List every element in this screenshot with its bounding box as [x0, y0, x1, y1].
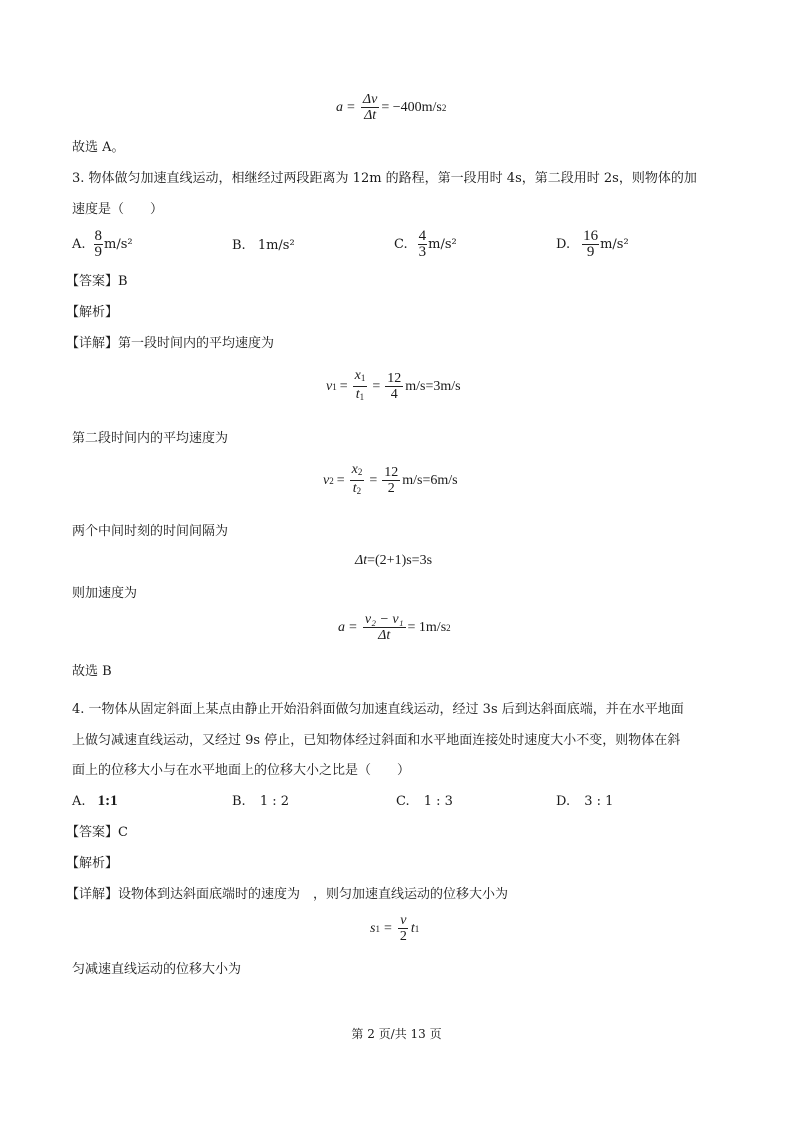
- q4-option-d: [556, 793, 613, 811]
- eq-rest: m/s=3m/s: [405, 378, 461, 394]
- option-fraction: [582, 229, 599, 260]
- eq-num: x: [351, 462, 358, 477]
- eq-den: t: [352, 481, 357, 496]
- eq-num: 12: [387, 371, 402, 386]
- option-fraction: [94, 229, 104, 260]
- eq-den-sub: 1: [359, 392, 365, 402]
- eq-num: v₂ − v₁: [364, 612, 404, 627]
- eq-lhs-sub: 1: [375, 923, 380, 934]
- equation-v2: v 2 = $\frac{x_2}{t_2}$ = $\frac{12}{2}$ m/s=6m/s: [323, 462, 458, 499]
- q3-option-c: [394, 229, 457, 260]
- conclusion-a: 故选 A。: [72, 140, 125, 155]
- q4-detail: 【详解】设物体到达斜面底端时的速度为 ，则匀加速直线运动的位移大小为: [66, 887, 509, 902]
- q3-option-d: [556, 229, 629, 260]
- option-unit: m/s²: [600, 236, 629, 252]
- option-fraction-den: 9: [586, 244, 595, 260]
- option-label: C.: [396, 794, 410, 809]
- eq-fraction: [363, 612, 406, 643]
- eq-fraction: [361, 92, 379, 123]
- q3-conclusion: 故选 B: [72, 664, 112, 679]
- eq-den: 2: [399, 929, 407, 944]
- option-label: A.: [72, 794, 86, 809]
- eq-fraction-numeric: [382, 465, 400, 496]
- option-label: B.: [232, 238, 246, 253]
- q3-text-accel: 则加速度为: [72, 586, 138, 601]
- eq-num: v: [400, 913, 407, 928]
- eq-lhs: v: [323, 472, 330, 488]
- eq-lhs: Δt: [355, 553, 368, 568]
- eq-fraction-num: Δv: [362, 92, 378, 107]
- eq-rest: = 1m/s: [407, 619, 447, 635]
- eq-lhs-sub: 2: [329, 475, 334, 486]
- eq-fraction-x-t: [350, 462, 365, 499]
- q3-detail: 【详解】第一段时间内的平均速度为: [66, 336, 275, 351]
- q3-option-b: [232, 237, 295, 255]
- eq-rest: =(2+1)s=3s: [367, 553, 433, 568]
- eq-fraction-x-t: [353, 368, 368, 405]
- eq-fraction-numeric: [385, 371, 403, 402]
- q3-text-interval: 两个中间时刻的时间间隔为: [72, 524, 229, 539]
- q4-option-c: [396, 793, 453, 811]
- equation-accel: a = $\frac{\text{v₂ − v₁}}{\Delta t}$ = 1m/s 2: [338, 612, 451, 643]
- eq-num-sub: 1: [360, 373, 366, 383]
- option-fraction-num: 16: [583, 228, 599, 244]
- option-fraction-den: 3: [418, 244, 427, 260]
- eq-lhs-sub: 1: [332, 381, 337, 392]
- q4-stem-line1: 4. 一物体从固定斜面上某点由静止开始沿斜面做匀加速直线运动，经过 3s 后到达斜面底端，并在水平地面: [72, 702, 684, 717]
- option-text: 1 : 3: [423, 794, 453, 809]
- eq-lhs: a: [336, 99, 343, 115]
- option-label: A.: [72, 236, 86, 252]
- option-label: C.: [394, 236, 408, 252]
- eq-fraction: [398, 913, 409, 944]
- q4-stem-line2: 上做匀减速直线运动，又经过 9s 停止，已知物体经过斜面和水平地面连接处时速度大小不变，则物体在斜: [72, 733, 681, 748]
- option-unit: m/s²: [104, 236, 133, 252]
- eq-den: t: [355, 387, 360, 402]
- eq-rhs-sup: 2: [441, 102, 447, 113]
- eq-den: 2: [387, 481, 395, 496]
- option-text: 1m/s²: [257, 238, 295, 253]
- equation-v1: v 1 = $\frac{x_1}{t_1}$ = $\frac{12}{4}$ m/s=3m/s: [326, 368, 461, 405]
- q3-text-second-segment: 第二段时间内的平均速度为: [72, 431, 229, 446]
- option-text: 1 : 2: [259, 794, 290, 809]
- option-label: D.: [556, 236, 571, 252]
- eq-num: 12: [384, 465, 399, 480]
- eq-rest-sub: 1: [414, 923, 420, 934]
- q4-option-a: [72, 792, 118, 811]
- q3-answer: 【答案】B: [66, 274, 128, 289]
- eq-fraction-den: Δt: [364, 108, 377, 123]
- q3-stem-line1: 3. 物体做匀加速直线运动，相继经过两段距离为 12m 的路程，第一段用时 4s，第二段用时 2s，则物体的加: [72, 171, 697, 186]
- eq-rest: t: [410, 920, 415, 936]
- option-fraction-num: 8: [94, 228, 103, 244]
- eq-num-sub: 2: [357, 467, 363, 477]
- option-text: 3 : 1: [584, 794, 614, 809]
- option-label: B.: [232, 794, 246, 809]
- eq-den: 4: [390, 387, 398, 402]
- q4-answer: 【答案】C: [66, 825, 128, 840]
- q3-option-a: [72, 229, 133, 260]
- eq-rest: m/s=6m/s: [402, 472, 458, 488]
- q3-stem-line2: 速度是（ ）: [72, 202, 164, 217]
- q3-analysis: 【解析】: [66, 305, 119, 320]
- q4-option-b: [232, 793, 289, 811]
- option-text: 1:1: [97, 793, 118, 809]
- eq-lhs: v: [326, 378, 333, 394]
- equation-top-acceleration: a = $\frac{\Delta v}{\Delta t}$ = −400m/s 2: [336, 92, 447, 123]
- equation-delta-t: [355, 553, 432, 569]
- option-unit: m/s²: [428, 236, 457, 252]
- eq-den-sub: 2: [356, 486, 362, 496]
- eq-lhs: a: [338, 619, 345, 635]
- option-fraction-num: 4: [418, 228, 427, 244]
- eq-num: x: [354, 368, 361, 383]
- eq-den: Δt: [378, 628, 391, 643]
- eq-lhs: s: [370, 920, 376, 936]
- option-fraction: [418, 229, 428, 260]
- q4-text-decel: 匀减速直线运动的位移大小为: [72, 962, 242, 977]
- eq-rhs: = −400m/s: [381, 99, 442, 115]
- page-footer: 第 2 页/共 13 页: [351, 1027, 442, 1041]
- q4-stem-line3: 面上的位移大小与在水平地面上的位移大小之比是（ ）: [72, 763, 411, 778]
- eq-rest-sup: 2: [446, 622, 451, 633]
- equation-s1: s 1 = $\frac{v}{2}$ t 1: [370, 913, 420, 944]
- q4-analysis: 【解析】: [66, 856, 119, 871]
- option-fraction-den: 9: [94, 244, 103, 260]
- option-label: D.: [556, 794, 571, 809]
